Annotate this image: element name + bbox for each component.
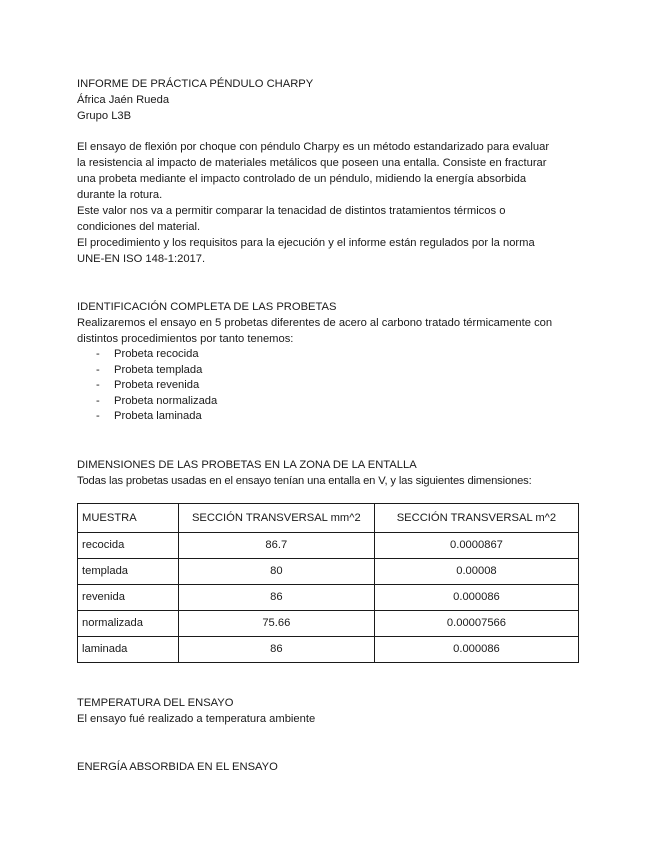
intro-line: una probeta mediante el impacto controlado de un péndulo, midiendo la energía absorbida (77, 173, 527, 185)
table-cell: revenida (78, 584, 179, 610)
bullet-dash: - (96, 379, 100, 391)
bullet-dash: - (96, 410, 100, 422)
list-item (77, 347, 581, 363)
intro-line: la resistencia al impacto de materiales metálicos que poseen una entalla. Consiste en fracturar (77, 157, 547, 169)
table-cell: 0.00007566 (374, 610, 578, 636)
table-row (78, 558, 579, 584)
intro-line: durante la rotura. (77, 189, 163, 201)
table-cell: normalizada (78, 610, 179, 636)
bullet-dash: - (96, 394, 100, 407)
table-row (78, 610, 579, 636)
list-item (77, 409, 581, 425)
bullet-dash: - (96, 348, 100, 360)
table-header-row (78, 503, 579, 532)
list-item (77, 378, 581, 394)
group-name: Grupo L3B (77, 110, 132, 122)
intro-line: Este valor nos va a permitir comparar la tenacidad de distintos tratamientos térmicos o (77, 205, 506, 217)
table-cell: 86.7 (178, 532, 374, 558)
table-cell: 86 (178, 584, 374, 610)
intro-paragraph (77, 139, 581, 267)
list-item-label: Probeta laminada (114, 410, 202, 422)
list-item-label: Probeta templada (114, 363, 203, 376)
column-header: SECCIÓN TRANSVERSAL mm^2 (178, 503, 374, 532)
list-item (77, 394, 581, 410)
table-row (78, 584, 579, 610)
table-cell: 0.000086 (374, 636, 578, 662)
temperature-heading: TEMPERATURA DEL ENSAYO (77, 696, 234, 709)
dimensions-table (77, 503, 579, 663)
dimensions-text: Todas las probetas usadas en el ensayo tenían una entalla en V, y las siguientes dimensiones: (77, 474, 532, 487)
table-cell: 86 (178, 636, 374, 662)
list-item (77, 363, 581, 379)
table-cell: 0.000086 (374, 584, 578, 610)
identification-heading: IDENTIFICACIÓN COMPLETA DE LAS PROBETAS (77, 301, 337, 313)
list-item-label: Probeta normalizada (114, 394, 218, 407)
energy-heading: ENERGÍA ABSORBIDA EN EL ENSAYO (77, 760, 278, 773)
table-cell: 75.66 (178, 610, 374, 636)
intro-line: condiciones del material. (77, 221, 201, 233)
column-header: SECCIÓN TRANSVERSAL m^2 (374, 503, 578, 532)
column-header: MUESTRA (78, 503, 179, 532)
intro-line: El procedimiento y los requisitos para la ejecución y el informe están regulados por la norma (77, 237, 535, 249)
table-cell: laminada (78, 636, 179, 662)
intro-line: UNE-EN ISO 148-1:2017. (77, 253, 206, 265)
list-item-label: Probeta recocida (114, 348, 199, 360)
table-cell: recocida (78, 532, 179, 558)
report-title: INFORME DE PRÁCTICA PÉNDULO CHARPY (77, 78, 314, 90)
dimensions-heading: DIMENSIONES DE LAS PROBETAS EN LA ZONA DE LA ENTALLA (77, 458, 417, 471)
table-cell: 80 (178, 558, 374, 584)
table-row (78, 532, 579, 558)
table-cell: 0.00008 (374, 558, 578, 584)
bullet-dash: - (96, 363, 100, 376)
document-page (77, 76, 581, 775)
table-cell: templada (78, 558, 179, 584)
author-name: África Jaén Rueda (77, 94, 170, 106)
list-item-label: Probeta revenida (114, 379, 200, 391)
intro-line: El ensayo de flexión por choque con péndulo Charpy es un método estandarizado para evaluar (77, 141, 550, 153)
table-row (78, 636, 579, 662)
identification-line: distintos procedimientos por tanto tenemos: (77, 333, 294, 345)
temperature-text: El ensayo fué realizado a temperatura ambiente (77, 712, 316, 725)
table-cell: 0.0000867 (374, 532, 578, 558)
probeta-list (77, 347, 581, 425)
identification-line: Realizaremos el ensayo en 5 probetas diferentes de acero al carbono tratado térmicamente con (77, 317, 553, 329)
